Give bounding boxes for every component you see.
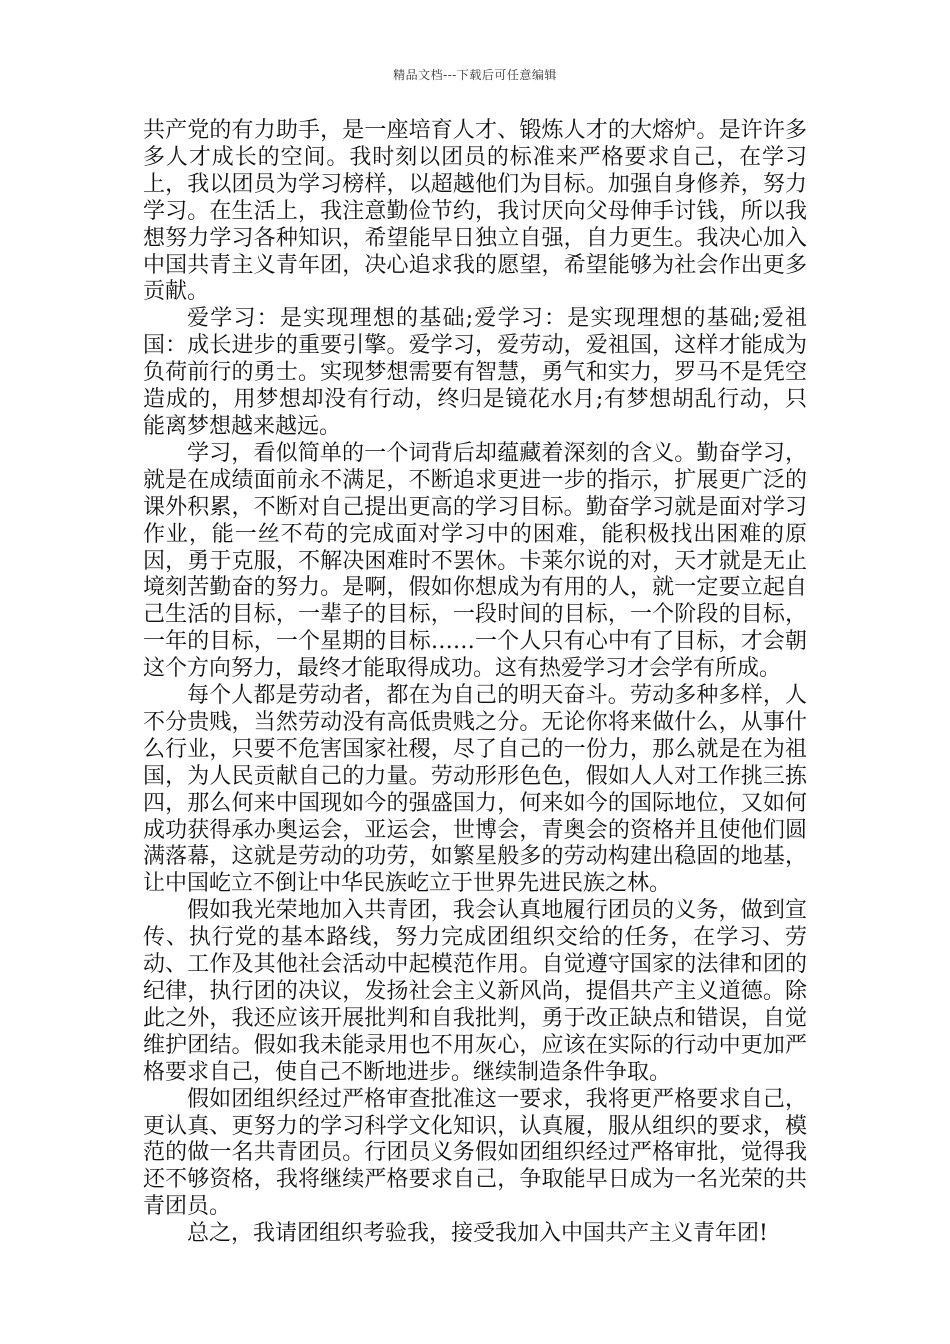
paragraph-6: 假如团组织经过严格审查批准这一要求，我将更严格要求自己，更认真、更努力的学习科学文化知识，认真履，服从组织的要求，模范的做一名共青团员。行团员义务假如团组织经过严格审批，觉得我还不够资格，我将继续严格要求自己，争取能早日成为一名光荣的共青团员。 <box>143 1086 807 1220</box>
paragraph-1: 共产党的有力助手，是一座培育人才、锻炼人才的大熔炉。是许许多多人才成长的空间。我时刻以团员的标准来严格要求自己，在学习上，我以团员为学习榜样，以超越他们为目标。加强自身修养，努力学习。在生活上，我注意勤俭节约，我讨厌向父母伸手讨钱，所以我想努力学习各种知识，希望能早日独立自强，自力更生。我决心加入中国共青主义青年团，决心追求我的愿望，希望能够为社会作出更多贡献。 <box>143 118 807 305</box>
paragraph-3: 学习，看似简单的一个词背后却蕴藏着深刻的含义。勤奋学习，就是在成绩面前永不满足，不断追求更进一步的指示，扩展更广泛的课外积累，不断对自己提出更高的学习目标。勤奋学习就是面对学习作业，能一丝不苟的完成面对学习中的困难，能积极找出困难的原因，勇于克服，不解决困难时不罢休。卡莱尔说的对，天才就是无止境刻苦勤奋的努力。是啊，假如你想成为有用的人，就一定要立起自己生活的目标，一辈子的目标，一段时间的目标，一个阶段的目标，一年的目标，一个星期的目标……一个人只有心中有了目标，才会朝这个方向努力，最终才能取得成功。这有热爱学习才会学有所成。 <box>143 440 807 682</box>
paragraph-4: 每个人都是劳动者，都在为自己的明天奋斗。劳动多种多样，人不分贵贱，当然劳动没有高低贵贱之分。无论你将来做什么，从事什么行业，只要不危害国家社稷，尽了自己的一份力，那么就是在为祖国，为人民贡献自己的力量。劳动形形色色，假如人人对工作挑三拣四，那么何来中国现如今的强盛国力，何来如今的国际地位，又如何成功获得承办奥运会，亚运会，世博会，青奥会的资格并且使他们圆满落幕，这就是劳动的功劳，如繁星般多的劳动构建出稳固的地基，让中国屹立不倒让中华民族屹立于世界先进民族之林。 <box>143 683 807 897</box>
paragraph-7: 总之，我请团组织考验我，接受我加入中国共产主义青年团! <box>187 1221 768 1247</box>
paragraph-2: 爱学习：是实现理想的基础;爱学习：是实现理想的基础;爱祖国：成长进步的重要引擎。爱学习，爱劳动，爱祖国，这样才能成为负荷前行的勇士。实现梦想需要有智慧，勇气和实力，罗马不是凭空造成的，用梦想却没有行动，终归是镜花水月;有梦想胡乱行动，只能离梦想越来越远。 <box>143 306 807 439</box>
page-header: 精品文档---下载后可任意编辑 <box>393 68 557 82</box>
paragraph-5: 假如我光荣地加入共青团，我会认真地履行团员的义务，做到宣传、执行党的基本路线，努力完成团组织交给的任务，在学习、劳动、工作及其他社会活动中起模范作用。自觉遵守国家的法律和团的纪律，执行团的决议，发扬社会主义新风尚，提倡共产主义道德。除此之外，我还应该开展批判和自我批判，勇于改正缺点和错误，自觉维护团结。假如我未能录用也不用灰心，应该在实际的行动中更加严格要求自己，使自己不断地进步。继续制造条件争取。 <box>143 898 807 1085</box>
document-body <box>143 118 807 1248</box>
